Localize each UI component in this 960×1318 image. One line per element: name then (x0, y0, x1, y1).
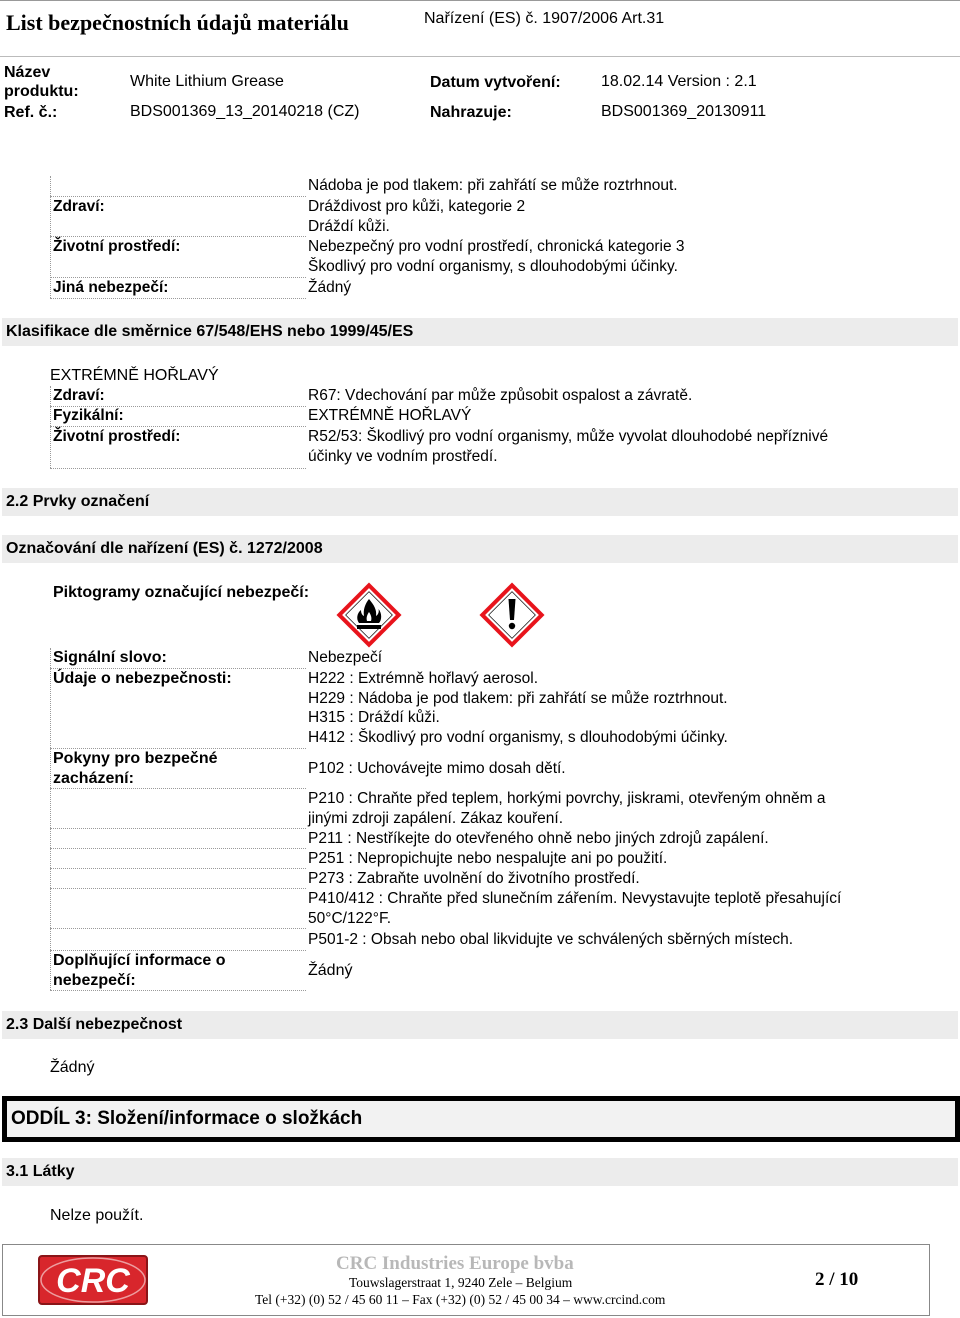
dsd-classification-bar (2, 318, 958, 346)
hazard-statement-h315: H315 : Dráždí kůži. (308, 709, 440, 726)
hazard-statement-h229: H229 : Nádoba je pod tlakem: při zahřátí se může roztrhnout. (308, 690, 728, 707)
regulation-reference: Nařízení (ES) č. 1907/2006 Art.31 (424, 10, 665, 27)
section-3-title-box (4, 1098, 958, 1140)
health-statement: Dráždí kůži. (308, 218, 390, 235)
company-address: Touwslagerstraat 1, 9240 Zele – Belgium (349, 1275, 573, 1290)
substances-bar (2, 1158, 958, 1186)
replaces-value: BDS001369_20130911 (601, 103, 767, 120)
company-contact: Tel (+32) (0) 52 / 45 60 11 – Fax (+32) (0) 52 / 45 00 34 – www.crcind.com (255, 1292, 666, 1307)
other-hazards-label: Jiná nebezpečí: (53, 279, 169, 296)
environment-statement: Škodlivý pro vodní organismy, s dlouhodobými účinky. (308, 258, 678, 275)
other-hazards-text: Žádný (50, 1059, 95, 1076)
supplemental-info-label: Doplňující informace o nebezpečí: (53, 952, 226, 989)
precaution-p251: P251 : Nepropichujte nebo nespalujte ani po použití. (308, 850, 668, 867)
created-date-label: Datum vytvoření: (430, 74, 561, 91)
flame-pictogram-icon (336, 582, 402, 648)
environment-label: Životní prostředí: (53, 238, 181, 255)
dsd-physical-value: EXTRÉMNĚ HOŘLAVÝ (308, 407, 472, 424)
substances-value: Nelze použít. (50, 1207, 144, 1224)
dsd-physical-label: Fyzikální: (53, 407, 124, 424)
clp-labelling-bar (2, 535, 958, 563)
dsd-environment-label: Životní prostředí: (53, 428, 181, 445)
precaution-p273: P273 : Zabraňte uvolnění do životního prostředí. (308, 870, 640, 887)
hazard-statement-h412: H412 : Škodlivý pro vodní organismy, s dlouhodobými účinky. (308, 729, 728, 746)
extreme-flammable-label: EXTRÉMNĚ HOŘLAVÝ (50, 367, 219, 384)
hazard-statement-h222: H222 : Extrémně hořlavý aerosol. (308, 670, 539, 687)
supplemental-info-value: Žádný (308, 962, 353, 979)
section-3-title: ODDÍL 3: Složení/informace o složkách (11, 1108, 363, 1129)
health-classification: Dráždivost pro kůži, kategorie 2 (308, 198, 526, 215)
crc-logo-text: CRC (56, 1262, 130, 1300)
precaution-p501: P501-2 : Obsah nebo obal likvidujte ve schválených sběrných místech. (308, 931, 794, 948)
signal-word-label: Signální slovo: (53, 649, 167, 666)
other-hazards-value: Žádný (308, 279, 352, 296)
hazard-statements-label: Údaje o nebezpečnosti: (53, 670, 232, 687)
substances-heading: 3.1 Látky (6, 1163, 75, 1180)
dsd-classification-heading: Klasifikace dle směrnice 67/548/EHS nebo 1999/45/ES (6, 323, 414, 340)
created-date-value: 18.02.14 Version : 2.1 (601, 73, 757, 90)
environment-classification: Nebezpečný pro vodní prostředí, chronická kategorie 3 (308, 238, 685, 255)
clp-table-border (50, 176, 51, 298)
page-number: 2 / 10 (815, 1269, 859, 1290)
precaution-p410-line1: P410/412 : Chraňte před slunečním zářením. Nevystavujte teplotě přesahující (308, 890, 842, 907)
ref-number-value: BDS001369_13_20140218 (CZ) (130, 103, 360, 120)
top-rule (0, 0, 960, 1)
pictograms-label: Piktogramy označující nebezpečí: (53, 584, 310, 601)
label-elements-bar (2, 488, 958, 516)
precautionary-statements-label: Pokyny pro bezpečné zacházení: (53, 750, 218, 787)
dsd-health-value: R67: Vdechování par může způsobit ospalost a závratě. (308, 387, 693, 404)
precaution-p210-line2: jinými zdroji zapálení. Zákaz kouření. (308, 810, 564, 827)
ref-number-label: Ref. č.: (4, 104, 58, 121)
dsd-environment-value-1: R52/53: Škodlivý pro vodní organismy, může vyvolat dlouhodobé nepříznivé (308, 428, 829, 445)
dsd-environment-value-2: účinky ve vodním prostředí. (308, 448, 498, 465)
signal-word-value: Nebezpečí (308, 649, 383, 666)
replaces-label: Nahrazuje: (430, 104, 512, 121)
clp-labelling-heading: Označování dle nařízení (ES) č. 1272/2008 (6, 540, 323, 557)
other-hazards-heading: 2.3 Další nebezpečnost (6, 1016, 183, 1033)
exclamation-pictogram-icon (479, 582, 545, 648)
pressure-statement: Nádoba je pod tlakem: při zahřátí se může roztrhnout. (308, 177, 678, 194)
crc-logo-icon (38, 1255, 148, 1305)
precaution-p102: P102 : Uchovávejte mimo dosah dětí. (308, 760, 566, 777)
document-title: List bezpečnostních údajů materiálu (6, 10, 349, 35)
product-name-label: Název produktu: (4, 64, 79, 100)
company-name: CRC Industries Europe bvba (336, 1253, 574, 1274)
dsd-health-label: Zdraví: (53, 387, 105, 404)
health-label: Zdraví: (53, 198, 105, 215)
precaution-p210-line1: P210 : Chraňte před teplem, horkými povrchy, jiskrami, otevřeným ohněm a (308, 790, 826, 807)
precaution-p410-line2: 50°C/122°F. (308, 910, 392, 927)
product-name-value: White Lithium Grease (130, 73, 284, 90)
other-hazards-bar (2, 1011, 958, 1039)
label-elements-heading: 2.2 Prvky označení (6, 493, 150, 510)
precaution-p211: P211 : Nestříkejte do otevřeného ohně nebo jiných zdrojů zapálení. (308, 830, 769, 847)
